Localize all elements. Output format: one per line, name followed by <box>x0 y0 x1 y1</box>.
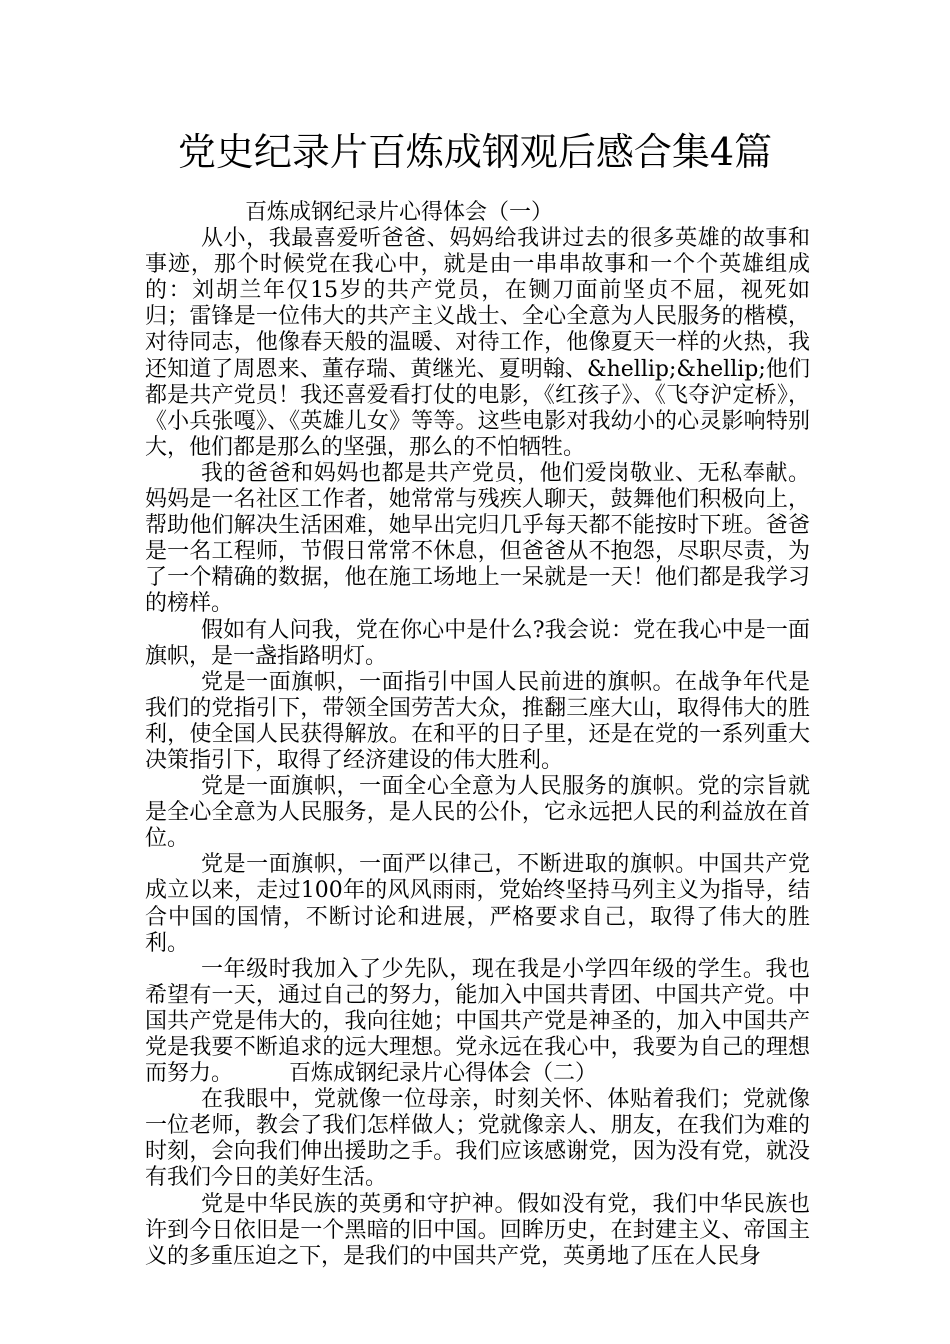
paragraph: 假如有人问我，党在你心中是什么?我会说：党在我心中是一面旗帜，是一盏指路明灯。 <box>145 617 810 669</box>
paragraph: 党是一面旗帜，一面指引中国人民前进的旗帜。在战争年代是我们的党指引下，带领全国劳苦大众，推翻三座大山，取得伟大的胜利，使全国人民获得解放。在和平的日子里，还是在党的一系列重大决策指引下，取得了经济建设的伟大胜利。 <box>145 669 810 773</box>
paragraph-text: 一年级时我加入了少先队，现在我是小学四年级的学生。我也希望有一天，通过自己的努力，能加入中国共青团、中国共产党。中国共产党是伟大的，我向往她；中国共产党是神圣的，加入中国共产党是我要不断追求的远大理想。党永远在我心中，我要为自己的理想而努力。 <box>145 956 810 1087</box>
section-heading-1: 百炼成钢纪录片心得体会（一） <box>245 200 554 225</box>
paragraph: 党是一面旗帜，一面严以律己，不断进取的旗帜。中国共产党成立以来，走过100年的风风雨雨，党始终坚持马列主义为指导，结合中国的国情，不断讨论和进展，严格要求自己，取得了伟大的胜利。 <box>145 852 810 956</box>
section-heading-2: 百炼成钢纪录片心得体会（二） <box>289 1061 598 1087</box>
paragraph <box>145 957 810 1087</box>
paragraph: 党是中华民族的英勇和守护神。假如没有党，我们中华民族也许到今日依旧是一个黑暗的旧中国。回眸历史，在封建主义、帝国主义的多重压迫之下，是我们的中国共产党，英勇地了压在人民身 <box>145 1191 810 1269</box>
paragraph: 我的爸爸和妈妈也都是共产党员，他们爱岗敬业、无私奉献。妈妈是一名社区工作者，她常常与残疾人聊天，鼓舞他们积极向上，帮助他们解决生活困难，她早出完归几乎每天都不能按时下班。爸爸是一名工程师，节假日常常不休息，但爸爸从不抱怨，尽职尽责，为了一个精确的数据，他在施工场地上一呆就是一天！他们都是我学习的榜样。 <box>145 460 810 617</box>
paragraph: 党是一面旗帜，一面全心全意为人民服务的旗帜。党的宗旨就是全心全意为人民服务，是人民的公仆，它永远把人民的利益放在首位。 <box>145 774 810 852</box>
document-title: 党史纪录片百炼成钢观后感合集4篇 <box>177 130 773 174</box>
paragraph: 从小，我最喜爱听爸爸、妈妈给我讲过去的很多英雄的故事和事迹，那个时候党在我心中，就是由一串串故事和一个个英雄组成的：刘胡兰年仅15岁的共产党员，在铡刀面前坚贞不屈，视死如归；雷锋是一位伟大的共产主义战士、全心全意为人民服务的楷模，对待同志，他像春天般的温暖、对待工作，他像夏天一样的火热，我还知道了周恩来、董存瑞、黄继光、夏明翰、&hellip;&hellip;他们都是共产党员！我还喜爱看打仗的电影，《红孩子》、《飞夺沪定桥》，《小兵张嘎》、《英雄儿女》等等。这些电影对我幼小的心灵影响特别大，他们都是那么的坚强，那么的不怕牺牲。 <box>145 226 810 460</box>
document-body <box>145 200 810 1270</box>
paragraph: 在我眼中，党就像一位母亲，时刻关怀、体贴着我们；党就像一位老师，教会了我们怎样做人；党就像亲人、朋友，在我们为难的时刻，会向我们伸出援助之手。我们应该感谢党，因为没有党，就没有我们今日的美好生活。 <box>145 1087 810 1191</box>
